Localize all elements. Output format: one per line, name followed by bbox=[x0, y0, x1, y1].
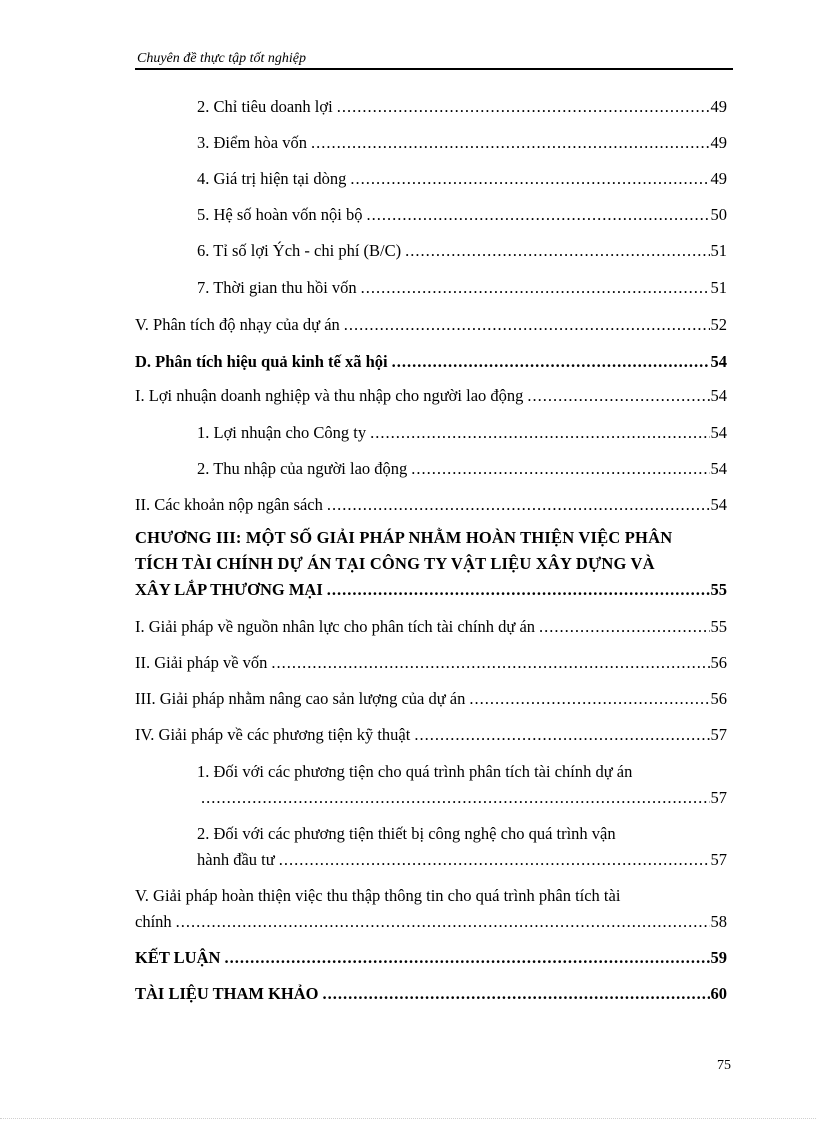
toc-entry-page: 56 bbox=[710, 653, 727, 672]
toc-entry-page: 49 bbox=[710, 97, 727, 116]
toc-entry-page: 57 bbox=[710, 725, 727, 744]
toc-entry-page: 54 bbox=[710, 386, 727, 405]
toc-leader-dots bbox=[414, 725, 709, 745]
toc-entry[interactable] bbox=[135, 386, 727, 406]
toc-leader-dots bbox=[405, 241, 709, 261]
toc-entry-page: 57 bbox=[710, 788, 727, 807]
toc-entry-line: 2. Đối với các phương tiện thiết bị công nghệ cho quá trình vận bbox=[197, 824, 616, 843]
toc-leader-dots bbox=[366, 205, 709, 225]
toc-entry[interactable] bbox=[197, 97, 727, 117]
toc-entry-page: 50 bbox=[710, 205, 727, 224]
toc-entry-page: 49 bbox=[710, 133, 727, 152]
toc-entry-chapter[interactable] bbox=[135, 580, 727, 600]
page-header bbox=[135, 50, 733, 70]
toc-entry-title: 1. Lợi nhuận cho Công ty bbox=[197, 423, 367, 442]
toc-leader-dots bbox=[327, 495, 710, 515]
toc-leader-dots bbox=[311, 133, 710, 153]
toc-entry[interactable] bbox=[197, 850, 727, 870]
toc-leader-dots bbox=[224, 948, 709, 968]
toc-leader-dots bbox=[392, 352, 710, 372]
toc-entry-page: 55 bbox=[710, 580, 727, 599]
toc-entry-section[interactable] bbox=[135, 352, 727, 372]
toc-leader-dots bbox=[539, 617, 709, 637]
toc-leader-dots bbox=[176, 912, 710, 932]
toc-entry[interactable] bbox=[197, 133, 727, 153]
toc-entry-page: 56 bbox=[710, 689, 727, 708]
toc-leader-dots bbox=[469, 689, 709, 709]
toc-entry[interactable] bbox=[135, 912, 727, 932]
toc-entry-title: XÂY LẮP THƯƠNG MẠI bbox=[135, 580, 323, 599]
toc-entry-page: 54 bbox=[710, 495, 727, 514]
toc-entry[interactable] bbox=[135, 315, 727, 335]
page-number: 75 bbox=[717, 1058, 731, 1073]
toc-leader-dots bbox=[344, 315, 710, 335]
toc-entry-title: 2. Chỉ tiêu doanh lợi bbox=[197, 97, 333, 116]
toc-entry-line: V. Giải pháp hoàn thiện việc thu thập thông tin cho quá trình phân tích tài bbox=[135, 886, 621, 905]
toc-entry-page: 59 bbox=[710, 948, 727, 967]
toc-entry[interactable] bbox=[197, 241, 727, 261]
toc-leader-dots bbox=[201, 788, 710, 808]
toc-entry-line: 1. Đối với các phương tiện cho quá trình phân tích tài chính dự án bbox=[197, 762, 633, 781]
toc-entry[interactable] bbox=[197, 278, 727, 298]
toc-entry-title: III. Giải pháp nhằm nâng cao sản lượng của dự án bbox=[135, 689, 466, 708]
page-bottom-divider bbox=[0, 1118, 816, 1119]
toc-entry[interactable] bbox=[197, 169, 727, 189]
toc-entry[interactable] bbox=[135, 725, 727, 745]
toc-entry-title: TÀI LIỆU THAM KHẢO bbox=[135, 984, 319, 1003]
toc-leader-dots bbox=[337, 97, 710, 117]
toc-leader-dots bbox=[527, 386, 709, 406]
toc-leader-dots bbox=[411, 459, 709, 479]
toc-leader-dots bbox=[370, 423, 709, 443]
toc-entry[interactable] bbox=[135, 495, 727, 515]
toc-entry-title: IV. Giải pháp về các phương tiện kỹ thuật bbox=[135, 725, 411, 744]
toc-entry-title: I. Giải pháp về nguồn nhân lực cho phân tích tài chính dự án bbox=[135, 617, 536, 636]
toc-chapter-line: TÍCH TÀI CHÍNH DỰ ÁN TẠI CÔNG TY VẬT LIỆU XÂY DỰNG VÀ bbox=[135, 554, 655, 573]
toc-entry[interactable] bbox=[197, 205, 727, 225]
toc-entry-title: II. Giải pháp về vốn bbox=[135, 653, 268, 672]
toc-entry-title: 4. Giá trị hiện tại dòng bbox=[197, 169, 347, 188]
toc-entry-title: II. Các khoản nộp ngân sách bbox=[135, 495, 323, 514]
toc-entry-title: V. Phân tích độ nhạy của dự án bbox=[135, 315, 340, 334]
header-title: Chuyên đề thực tập tốt nghiệp bbox=[137, 51, 306, 66]
toc-entry-page: 54 bbox=[710, 352, 727, 371]
toc-entry-title: 3. Điểm hòa vốn bbox=[197, 133, 307, 152]
toc-entry-title: 7. Thời gian thu hồi vốn bbox=[197, 278, 357, 297]
toc-entry-title: KẾT LUẬN bbox=[135, 948, 221, 967]
toc-entry-page: 60 bbox=[710, 984, 727, 1003]
toc-entry[interactable] bbox=[197, 459, 727, 479]
toc-entry[interactable] bbox=[135, 653, 727, 673]
toc-entry-page: 51 bbox=[710, 241, 727, 260]
toc-entry-page: 57 bbox=[710, 850, 727, 869]
toc-entry-section[interactable] bbox=[135, 984, 727, 1004]
toc-entry[interactable] bbox=[135, 689, 727, 709]
toc-entry-title: hành đầu tư bbox=[197, 850, 275, 869]
toc-leader-dots bbox=[350, 169, 709, 189]
toc-entry-page: 49 bbox=[710, 169, 727, 188]
toc-entry[interactable] bbox=[135, 617, 727, 637]
toc-leader-dots bbox=[327, 580, 710, 600]
toc-entry-title: D. Phân tích hiệu quả kinh tế xã hội bbox=[135, 352, 388, 371]
toc-leader-dots bbox=[271, 653, 709, 673]
toc-entry[interactable] bbox=[197, 788, 727, 808]
toc-entry-page: 58 bbox=[710, 912, 727, 931]
toc-entry-title: 2. Thu nhập của người lao động bbox=[197, 459, 408, 478]
toc-chapter-line: CHƯƠNG III: MỘT SỐ GIẢI PHÁP NHẰM HOÀN THIỆN VIỆC PHÂN bbox=[135, 528, 673, 547]
toc-entry-page: 52 bbox=[710, 315, 727, 334]
toc-entry-title: chính bbox=[135, 912, 172, 931]
toc-entry-page: 54 bbox=[710, 423, 727, 442]
toc-entry[interactable] bbox=[197, 423, 727, 443]
toc-leader-dots bbox=[279, 850, 710, 870]
toc-entry-section[interactable] bbox=[135, 948, 727, 968]
toc-entry-title: I. Lợi nhuận doanh nghiệp và thu nhập cho người lao động bbox=[135, 386, 524, 405]
toc-entry-page: 54 bbox=[710, 459, 727, 478]
toc-entry-title: 6. Tỉ số lợi Ých - chi phí (B/C) bbox=[197, 241, 402, 260]
toc-leader-dots bbox=[323, 984, 710, 1004]
toc-entry-title: 5. Hệ số hoàn vốn nội bộ bbox=[197, 205, 363, 224]
toc-leader-dots bbox=[361, 278, 710, 298]
toc-entry-page: 55 bbox=[710, 617, 727, 636]
toc-entry-page: 51 bbox=[710, 278, 727, 297]
